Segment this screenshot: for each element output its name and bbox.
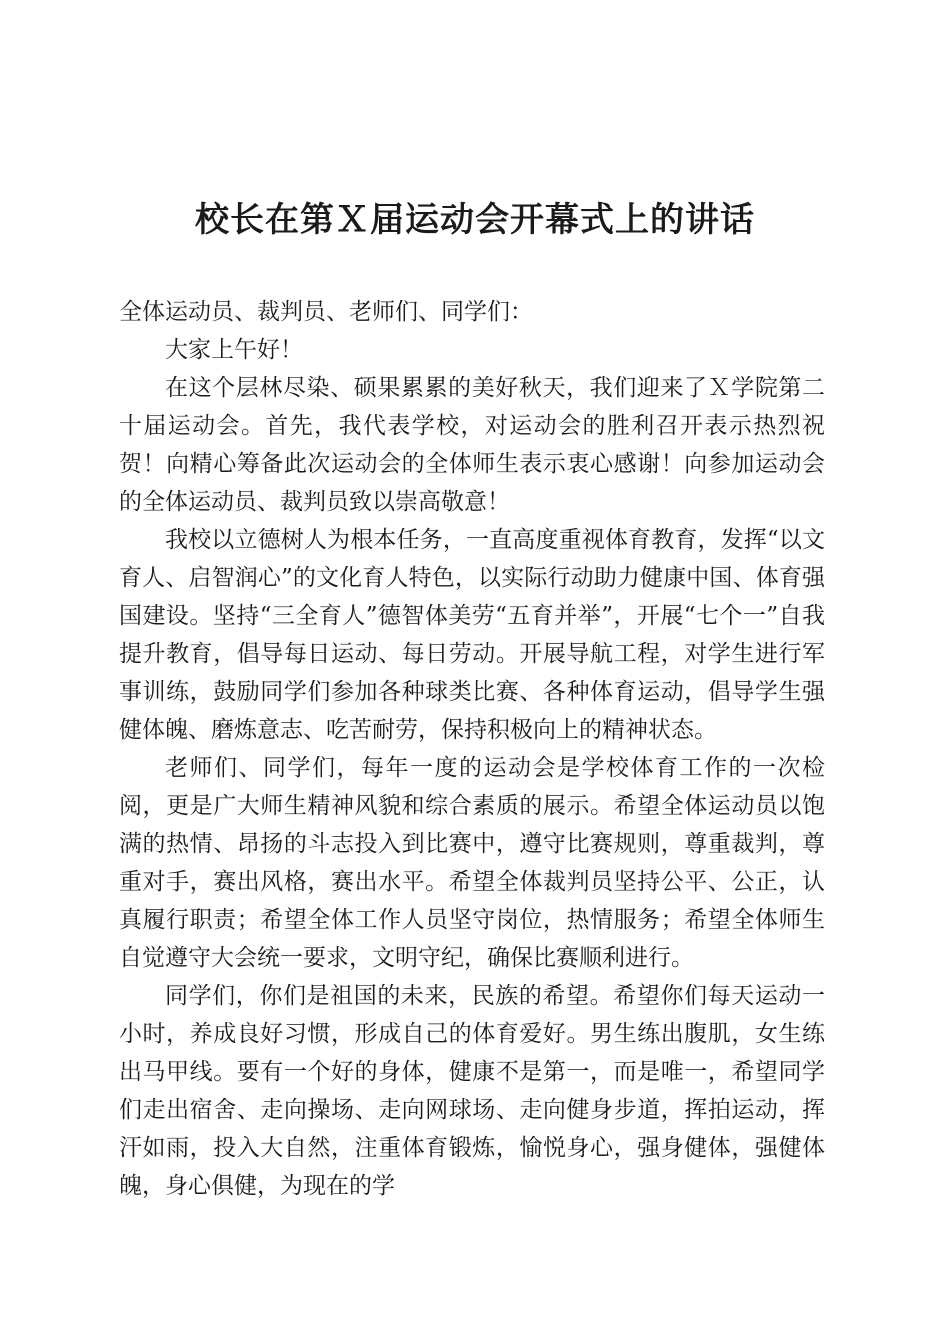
paragraph: 我校以立德树人为根本任务，一直高度重视体育教育，发挥“以文育人、启智润心”的文化育人特色，以实际行动助力健康中国、体育强国建设。坚持“三全育人”德智体美劳“五育并举”，开展“七个一”自我提升教育，倡导每日运动、每日劳动。开展导航工程，对学生进行军事训练，鼓励同学们参加各种球类比赛、各种体育运动，倡导学生强健体魄、磨炼意志、吃苦耐劳，保持积极向上的精神状态。: [119, 527, 825, 743]
document-body: [119, 293, 825, 1205]
paragraph: 老师们、同学们，每年一度的运动会是学校体育工作的一次检阅，更是广大师生精神风貌和综合素质的展示。希望全体运动员以饱满的热情、昂扬的斗志投入到比赛中，遵守比赛规则，尊重裁判，尊重对手，赛出风格，赛出水平。希望全体裁判员坚持公平、公正，认真履行职责；希望全体工作人员坚守岗位，热情服务；希望全体师生自觉遵守大会统一要求，文明守纪，确保比赛顺利进行。: [119, 755, 825, 971]
paragraph: 同学们，你们是祖国的未来，民族的希望。希望你们每天运动一小时，养成良好习惯，形成自己的体育爱好。男生练出腹肌，女生练出马甲线。要有一个好的身体，健康不是第一，而是唯一，希望同学们走出宿舍、走向操场、走向网球场、走向健身步道，挥拍运动，挥汗如雨，投入大自然，注重体育锻炼，愉悦身心，强身健体，强健体魄，身心俱健，为现在的学: [119, 983, 825, 1199]
salutation: 全体运动员、裁判员、老师们、同学们：: [119, 299, 533, 325]
paragraph: 在这个层林尽染、硕果累累的美好秋天，我们迎来了Ｘ学院第二十届运动会。首先，我代表学校，对运动会的胜利召开表示热烈祝贺！向精心筹备此次运动会的全体师生表示衷心感谢！向参加运动会的全体运动员、裁判员致以崇高敬意！: [119, 375, 825, 515]
greeting: 大家上午好！: [165, 337, 303, 363]
document-title: 校长在第Ｘ届运动会开幕式上的讲话: [195, 200, 755, 240]
